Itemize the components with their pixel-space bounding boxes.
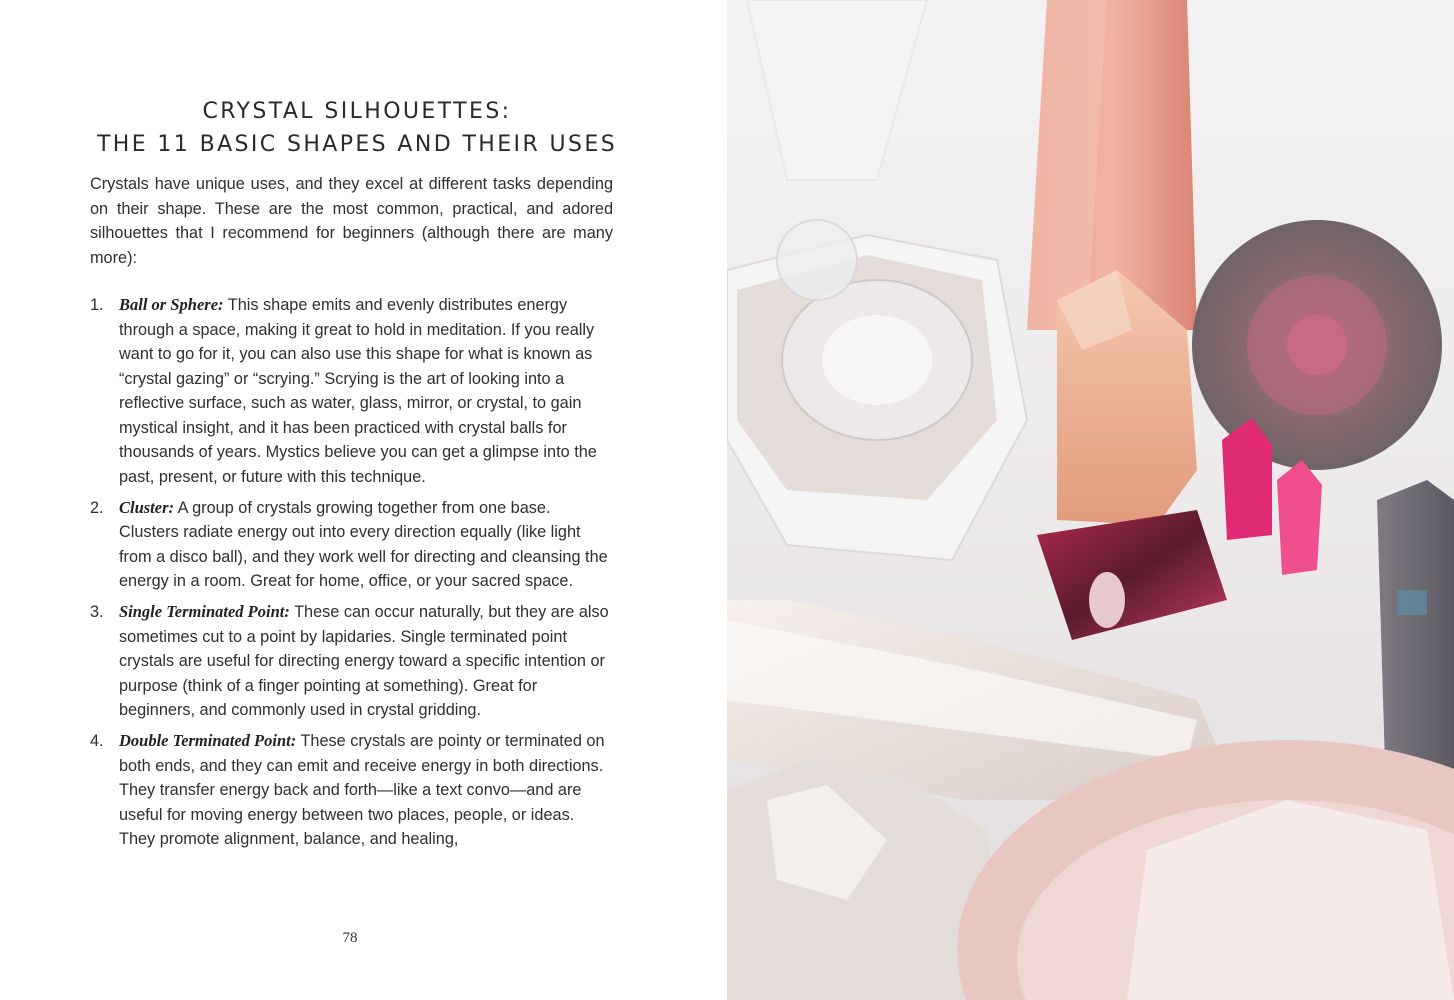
item-number: 1. — [90, 296, 104, 314]
crystals-photo — [727, 0, 1454, 1000]
hourglass-glass — [747, 0, 927, 180]
succulent-plant — [1192, 220, 1442, 470]
item-text: These crystals are pointy or terminated on both ends, and they can emit and receive energy in both directions. They transfer energy back and forth—like a text convo—and are useful for moving energy between two places, people, or ideas. They promote alignment, balance, and healing, — [119, 732, 605, 848]
item-text: These can occur naturally, but they are also sometimes cut to a point by lapidaries. Single terminated point crystals are useful for directing energy toward a specific intention or purpose (think of a finger pointing at something). Great for beginners, and commonly used in crystal gridding. — [119, 603, 609, 719]
item-term: Ball or Sphere: — [119, 295, 224, 314]
page-number: 78 — [342, 930, 358, 946]
list-item — [90, 496, 613, 594]
title-line-1: CRYSTAL SILHOUETTES: — [202, 99, 512, 124]
item-number: 4. — [90, 732, 104, 750]
item-number: 3. — [90, 603, 104, 621]
item-term: Single Terminated Point: — [119, 602, 290, 621]
shape-list — [90, 293, 613, 858]
list-item — [90, 600, 613, 723]
intro-paragraph: Crystals have unique uses, and they excel at different tasks depending on their shape. These are the most common, practical, and adored silhouettes that I recommend for beginners (although there are many more): — [90, 175, 613, 267]
white-bowl — [727, 220, 1027, 560]
item-text: A group of crystals growing together from one base. Clusters radiate energy out into every direction equally (like light from a disco ball), and they work well for directing and cleansing the energy in a room. Great for home, office, or your sacred space. — [119, 498, 608, 590]
item-text: This shape emits and evenly distributes energy through a space, making it great to hold in meditation. If you really want to go for it, you can also use this shape for what is known as “crystal gazing” or “scrying.” Scrying is the art of looking into a reflective surface, such as water, glass, mirror, or crystal, to gain mystical insight, and it has been practiced with crystal balls for thousands of years. Mystics believe you can get a glimpse into the past, present, or future with this technique. — [119, 296, 597, 486]
title-line-2: THE 11 BASIC SHAPES AND THEIR USES — [96, 132, 618, 157]
item-term: Double Terminated Point: — [119, 731, 297, 750]
item-term: Cluster: — [119, 497, 175, 517]
item-number: 2. — [90, 498, 104, 517]
list-item — [90, 729, 613, 852]
list-item — [90, 293, 613, 489]
agate-pyramid — [1037, 510, 1227, 640]
page-title — [60, 95, 654, 161]
